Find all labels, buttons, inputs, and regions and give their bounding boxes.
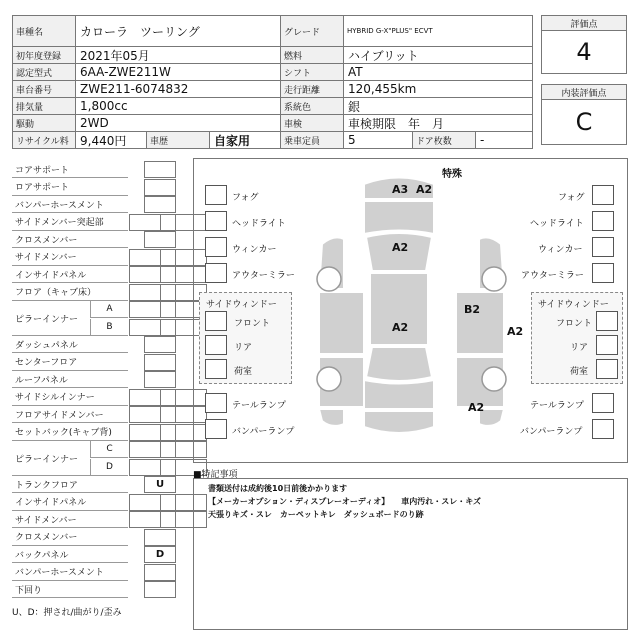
part-row-label: インサイドパネル	[12, 266, 128, 283]
car-roof	[370, 273, 428, 345]
part-row-box[interactable]	[129, 249, 161, 266]
pillar-inner-c-box-0[interactable]	[129, 441, 161, 458]
part-row-box[interactable]	[144, 179, 176, 196]
part-row-label: バンパーホースメント	[12, 196, 128, 213]
pillar-inner-a-box-0[interactable]	[129, 301, 161, 318]
mark-right-rear-door: A2	[507, 325, 524, 338]
label-right-winker: ウィンカー	[538, 245, 583, 255]
label-right-headlight: ヘッドライト	[530, 219, 584, 229]
part-row-box[interactable]	[129, 511, 161, 528]
checkbox-left-mirror[interactable]	[205, 263, 227, 283]
notes-line-3: 天張りキズ・スレ カーペットキレ ダッシュボードのり跡	[208, 510, 424, 519]
part-row-label: クロスメンバー	[12, 529, 128, 546]
shift-value: AT	[343, 63, 533, 81]
part-row-label: ダッシュパネル	[12, 336, 128, 353]
checkbox-right-window-cargo[interactable]	[596, 359, 618, 379]
part-row-box[interactable]: U	[144, 476, 176, 493]
pillar-inner-b-sublabel: B	[90, 319, 128, 336]
part-row-box[interactable]	[129, 266, 161, 283]
recycle-value: 9,440円	[75, 131, 147, 149]
part-row-label: バックパネル	[12, 546, 128, 563]
checkbox-left-headlight[interactable]	[205, 211, 227, 231]
chassis-label: 車台番号	[12, 80, 76, 98]
part-row-box[interactable]	[144, 371, 176, 388]
mark-front-bumper-right: A2	[416, 183, 433, 196]
part-row-label: フロアサイドメンバー	[12, 406, 128, 423]
part-row-label: コアサポート	[12, 161, 128, 178]
part-row-box[interactable]	[129, 284, 161, 301]
checkbox-right-fog[interactable]	[592, 185, 614, 205]
label-right-window-cargo: 荷室	[570, 367, 589, 377]
doors-label: ドア枚数	[412, 131, 476, 149]
capacity-value: 5	[343, 131, 413, 149]
part-row-box[interactable]	[144, 336, 176, 353]
label-left-window-front: フロント	[234, 319, 271, 329]
notes-box	[193, 478, 628, 630]
label-left-window-cargo: 荷室	[234, 367, 253, 377]
part-row-box[interactable]	[129, 424, 161, 441]
doors-value: -	[475, 131, 533, 149]
score-value: 4	[541, 30, 627, 74]
model-label: 車種名	[12, 15, 76, 47]
pillar-inner-a-label: ピラーインナー	[12, 301, 90, 336]
notes-title: ■特記事項	[193, 470, 238, 480]
right-side-window-title: サイドウィンドー	[538, 300, 609, 310]
checkbox-right-mirror[interactable]	[592, 263, 614, 283]
part-row-label: 下回り	[12, 581, 128, 598]
car-left-rear-quarter	[319, 409, 344, 426]
checkbox-left-bumper-lamp[interactable]	[205, 419, 227, 439]
label-right-fog: フォグ	[558, 193, 585, 203]
part-row-box[interactable]	[144, 564, 176, 581]
mileage-label: 走行距離	[280, 80, 344, 98]
label-left-bumper-lamp: バンパーランプ	[232, 427, 295, 437]
checkbox-right-winker[interactable]	[592, 237, 614, 257]
wheel-front-left	[317, 267, 341, 291]
part-row-label: インサイドパネル	[12, 494, 128, 511]
diagram-title: 特殊	[442, 169, 462, 180]
part-row-label: フロア（キャブ床）	[12, 284, 128, 301]
part-row-label: サイドメンバー	[12, 249, 128, 266]
wheel-front-right	[482, 267, 506, 291]
checkbox-left-winker[interactable]	[205, 237, 227, 257]
checkbox-left-window-front[interactable]	[205, 311, 227, 331]
score-label: 評価点	[541, 15, 627, 31]
chassis-value: ZWE211-6074832	[75, 80, 281, 98]
mark-front-windshield: A2	[392, 241, 409, 254]
wheel-rear-left	[317, 367, 341, 391]
grade-value: HYBRID G-X"PLUS" ECVT	[343, 15, 533, 47]
label-left-winker: ウィンカー	[232, 245, 277, 255]
part-row-box[interactable]	[129, 494, 161, 511]
pillar-inner-d-sublabel: D	[90, 459, 128, 476]
capacity-label: 乗車定員	[280, 131, 344, 149]
pillar-inner-b-box-0[interactable]	[129, 319, 161, 336]
label-right-mirror: アウターミラー	[521, 271, 584, 281]
mark-roof: A2	[392, 321, 409, 334]
checkbox-right-bumper-lamp[interactable]	[592, 419, 614, 439]
mark-right-front-door: B2	[464, 303, 481, 316]
mark-front-bumper-left: A3	[392, 183, 409, 196]
part-row-box[interactable]	[144, 161, 176, 178]
history-label: 車歴	[146, 131, 210, 149]
checkbox-left-fog[interactable]	[205, 185, 227, 205]
part-row-box[interactable]: D	[144, 546, 176, 563]
left-side-window-title: サイドウィンドー	[206, 300, 277, 310]
fuel-label: 燃料	[280, 46, 344, 64]
part-row-box[interactable]	[144, 354, 176, 371]
label-left-mirror: アウターミラー	[232, 271, 295, 281]
drive-value: 2WD	[75, 114, 281, 132]
checkbox-left-window-rear[interactable]	[205, 335, 227, 355]
type-label: 認定型式	[12, 63, 76, 81]
right-side-window-group	[531, 292, 623, 384]
label-left-fog: フォグ	[232, 193, 259, 203]
label-right-window-rear: リア	[570, 343, 589, 353]
label-right-window-front: フロント	[556, 319, 593, 329]
checkbox-right-tail-lamp[interactable]	[592, 393, 614, 413]
pillar-inner-c-sublabel: C	[90, 441, 128, 458]
part-row-box[interactable]	[144, 231, 176, 248]
part-row-box[interactable]	[144, 529, 176, 546]
wheel-rear-right	[482, 367, 506, 391]
part-row-label: クロスメンバー	[12, 231, 128, 248]
part-row-label: ルーフパネル	[12, 371, 128, 388]
checkbox-right-headlight[interactable]	[592, 211, 614, 231]
part-row-label: サイドシルインナー	[12, 389, 128, 406]
car-rear-window	[366, 347, 432, 381]
car-hood	[364, 201, 434, 234]
recycle-label: リサイクル料	[12, 131, 76, 149]
history-value: 自家用	[209, 131, 281, 149]
checkbox-left-tail-lamp[interactable]	[205, 393, 227, 413]
inspection-label: 車検	[280, 114, 344, 132]
pillar-inner-d-box-0[interactable]	[129, 459, 161, 476]
first-reg-value: 2021年05月	[75, 46, 281, 64]
part-row-label: センターフロア	[12, 354, 128, 371]
car-trunk	[364, 380, 434, 409]
checkbox-left-window-cargo[interactable]	[205, 359, 227, 379]
checkbox-right-window-rear[interactable]	[596, 335, 618, 355]
notes-line-2: 【メーカーオプション・ディスプレーオーディオ】 車内汚れ・スレ・キズ	[208, 497, 482, 506]
part-row-box[interactable]	[129, 406, 161, 423]
damage-diagram	[193, 158, 628, 463]
interior-score-label: 内装評価点	[541, 84, 627, 100]
fuel-value: ハイブリット	[343, 46, 533, 64]
shift-label: シフト	[280, 63, 344, 81]
color-label: 系統色	[280, 97, 344, 115]
mileage-value: 120,455km	[343, 80, 533, 98]
first-reg-label: 初年度登録	[12, 46, 76, 64]
label-left-headlight: ヘッドライト	[232, 219, 286, 229]
part-row-box[interactable]	[144, 196, 176, 213]
part-row-box[interactable]	[144, 581, 176, 598]
part-row-label: バンパーホースメント	[12, 564, 128, 581]
car-left-front-door	[319, 292, 364, 354]
parts-legend: U、D：押され/曲がり/歪み	[12, 608, 122, 618]
pillar-inner-a-sublabel: A	[90, 301, 128, 318]
interior-score-value: C	[541, 99, 627, 145]
part-row-label: サイドメンバー突起部	[12, 214, 128, 231]
displacement-label: 排気量	[12, 97, 76, 115]
model-value: カローラ ツーリング	[75, 15, 281, 47]
grade-label: グレード	[280, 15, 344, 47]
part-row-label: トランクフロア	[12, 476, 128, 493]
notes-line-1: 書類送付は成約後10日前後かかります	[208, 484, 348, 493]
drive-label: 駆動	[12, 114, 76, 132]
part-row-label: サイドメンバー	[12, 511, 128, 528]
label-right-tail-lamp: テールランプ	[530, 401, 584, 411]
displacement-value: 1,800cc	[75, 97, 281, 115]
label-right-bumper-lamp: バンパーランプ	[520, 427, 583, 437]
left-side-window-group	[199, 292, 292, 384]
color-value: 銀	[343, 97, 533, 115]
label-left-tail-lamp: テールランプ	[232, 401, 286, 411]
part-row-box[interactable]	[129, 214, 161, 231]
inspection-value: 車検期限 年 月	[343, 114, 533, 132]
type-value: 6AA-ZWE211W	[75, 63, 281, 81]
mark-right-rear-quarter: A2	[468, 401, 485, 414]
part-row-box[interactable]	[129, 389, 161, 406]
part-row-label: ロアサポート	[12, 179, 128, 196]
label-left-window-rear: リア	[234, 343, 253, 353]
car-rear-bumper	[364, 411, 434, 433]
checkbox-right-window-front[interactable]	[596, 311, 618, 331]
car-right-front-door	[456, 292, 504, 354]
part-row-label: セットバック(キャブ背)	[12, 424, 128, 441]
pillar-inner-c-label: ピラーインナー	[12, 441, 90, 476]
